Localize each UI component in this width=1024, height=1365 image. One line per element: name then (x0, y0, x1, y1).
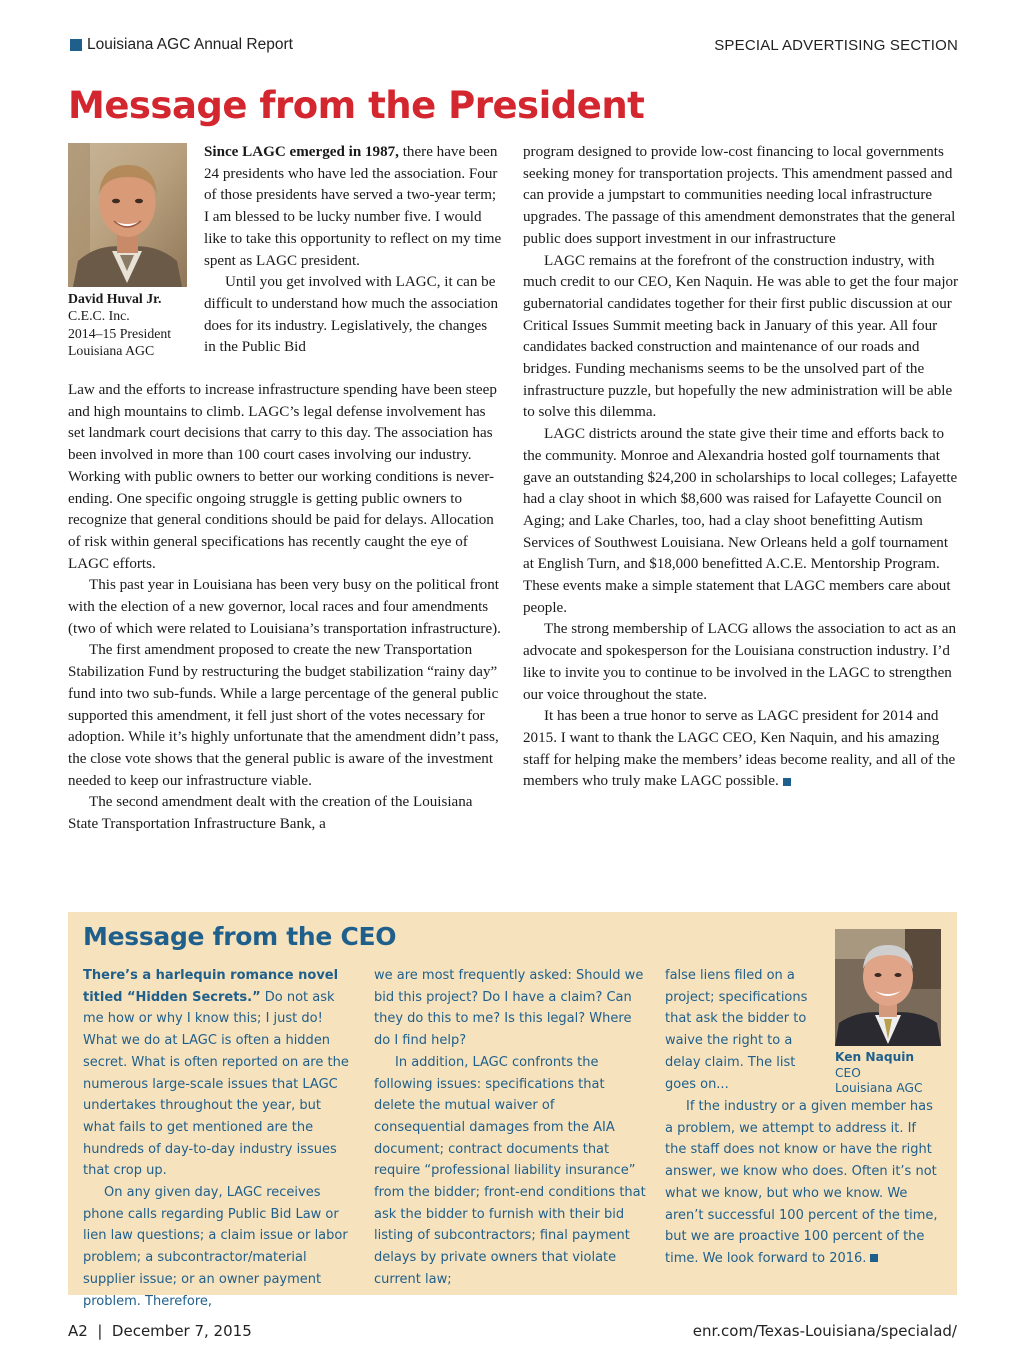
president-paragraph: The first amendment proposed to create the new Transportation Stabilization Fund by restructuring the budget stabilization “rainy day” fund into two sub-funds. While a large percentage of the general public supported this amendment, it fell just short of the votes necessary for adoption. While it’s highly unfortunate that the amendment didn’t pass, the close vote shows that the general public is aware of the investment needed to keep our infrastructure viable. (68, 642, 499, 789)
president-photo (68, 143, 187, 287)
end-of-article-icon (870, 1254, 878, 1262)
president-paragraph: This past year in Louisiana has been very busy on the political front with the election of a new governor, local races and four amendments (two of which were related to Louisiana’s transportation infrastructure). (68, 577, 501, 637)
president-text-column-b (68, 380, 504, 836)
ceo-paragraph: In addition, LAGC confronts the following issues: specifications that delete the mutual waiver of consequential damages from the AIA document; contract documents that require “professional liability insurance” from the bidder; front-end conditions that ask the bidder to furnish with their bid listing of subcontractors; final payment delays by private owners that violate current law; (374, 1054, 646, 1287)
president-paragraph: The strong membership of LACG allows the association to act as an advocate and spokesperson for the Louisiana construction industry. I’d like to invite you to continue to be involved in the LAGC to strengthen our voice throughout the state. (523, 621, 957, 703)
portrait-photo-icon (68, 143, 187, 287)
ceo-paragraph: we are most frequently asked: Should we bid this project? Do I have a claim? Can they do this to me? Is this legal? Where do I find help? (374, 968, 644, 1049)
ceo-org: Louisiana AGC (835, 1081, 923, 1095)
square-bullet-icon (70, 39, 82, 51)
ceo-paragraph: false liens filed on a project; specifications that ask the bidder to waive the right to a delay claim. The list goes on... (665, 968, 808, 1092)
ceo-paragraph: There’s a harlequin romance novel titled “Hidden Secrets.” Do not ask me how or why I know this; I just do! What we do at LAGC is often a hidden secret. What is often reported on are the numerous large-scale issues that LAGC undertakes throughout the year, but what fails to get mentioned are the hundreds of day-to-day industry issues that crop up. (83, 968, 349, 1179)
ceo-text-column-3-bottom (665, 1096, 941, 1270)
publication-name: Louisiana AGC Annual Report (87, 36, 293, 53)
ceo-text-column-2 (374, 965, 646, 1291)
page-folio: A2 | December 7, 2015 (68, 1322, 252, 1340)
portrait-photo-icon (835, 929, 941, 1046)
ceo-message-title: Message from the CEO (83, 922, 397, 951)
president-org: Louisiana AGC (68, 342, 155, 358)
ceo-photo (835, 929, 941, 1046)
ceo-name: Ken Naquin (835, 1050, 915, 1064)
ceo-paragraph: On any given day, LAGC receives phone calls regarding Public Bid Law or lien law questions; a claim issue or labor problem; a subcontractor/material supplier issue; or an owner payment problem. Therefore, (83, 1185, 348, 1309)
president-caption (68, 290, 193, 359)
end-of-article-icon (783, 778, 791, 786)
website-url: enr.com/Texas-Louisiana/specialad/ (692, 1322, 957, 1340)
section-label: SPECIAL ADVERTISING SECTION (714, 37, 958, 54)
ceo-caption (835, 1050, 950, 1097)
ceo-role: CEO (835, 1065, 861, 1080)
president-paragraph: It has been a true honor to serve as LAGC president for 2014 and 2015. I want to thank the LAGC CEO, Ken Naquin, and his amazing staff for helping make the members’ ideas become reality, and all of the members who truly make LAGC possible. (523, 708, 956, 790)
president-paragraph: Until you get involved with LAGC, it can be difficult to understand how much the association does for its industry. Legislatively, the changes in the Public Bid (204, 274, 498, 356)
ceo-paragraph: If the industry or a given member has a problem, we attempt to address it. If the staff does not know or have the right answer, we know who does. Often it’s not what we know, but who we know. We aren’t successful 100 percent of the time, but we are proactive 100 percent of the time. We look forward to 2016. (665, 1099, 938, 1266)
ceo-text-column-1 (83, 965, 355, 1312)
president-company: C.E.C. Inc. (68, 308, 130, 324)
president-message-title: Message from the President (68, 84, 645, 127)
president-lead: Since LAGC emerged in 1987, (204, 144, 399, 160)
ceo-text-column-3-top (665, 965, 815, 1095)
header-publication (70, 36, 293, 54)
ceo-message-box (68, 912, 957, 1309)
president-paragraph: Law and the efforts to increase infrastructure spending have been steep and high mountains to climb. LAGC’s legal defense involvement has set landmark court decisions that carry to this day. The association has been involved in more than 100 court cases involving our industry. Working with public owners to better our working conditions is never-ending. One specific ongoing struggle is getting public owners to recognize that general conditions should be paid for delays. Allocation of risk within general specifications has recently caught the eye of LAGC efforts. (68, 382, 497, 572)
president-text-column-right (523, 142, 959, 793)
president-paragraph: LAGC districts around the state give their time and efforts back to the community. Monroe and Alexandria hosted golf tournaments that gave an outstanding $24,200 in scholarships to local colleges; Lafayette had a clay shoot in which $8,600 was raised for Lafayette Council on Aging; and Lake Charles, too, had a clay shoot benefitting Autism Services of Southwest Louisiana. New Orleans held a golf tournament at English Turn, and $18,000 benefitted A.C.E. Mentorship Program. These events make a simple statement that LAGC members care about people. (523, 426, 958, 616)
ceo-lead: There’s a harlequin romance novel titled “Hidden Secrets.” (83, 968, 339, 1005)
president-paragraph: program designed to provide low-cost financing to local governments seeking money for transportation projects. This amendment passed and can provide a jumpstart to communities needing local infrastructure upgrades. The passage of this amendment demonstrates that the general public does support investment in our infrastructure (523, 144, 956, 247)
president-name: David Huval Jr. (68, 291, 162, 306)
president-role: 2014–15 President (68, 325, 172, 341)
president-text-column-a (204, 142, 502, 359)
president-paragraph: Since LAGC emerged in 1987, there have been 24 presidents who have led the association. Four of those presidents have served a two-year term; I am blessed to be lucky number five. I would like to take this opportunity to reflect on my time spent as LAGC president. (204, 144, 502, 269)
president-paragraph: The second amendment dealt with the creation of the Louisiana State Transportation Infrastructure Bank, a (68, 794, 473, 833)
president-paragraph: LAGC remains at the forefront of the construction industry, with much credit to our CEO, Ken Naquin. He was able to get the four major gubernatorial candidates together for their first public discussion at our Critical Issues Summit meeting back in January of this year. All four candidates backed construction and maintenance of our roads and bridges. Funding mechanisms seems to be the unsolved part of the infrastructure puzzle, but hopefully the new administration will be able to solve this dilemma. (523, 252, 959, 421)
